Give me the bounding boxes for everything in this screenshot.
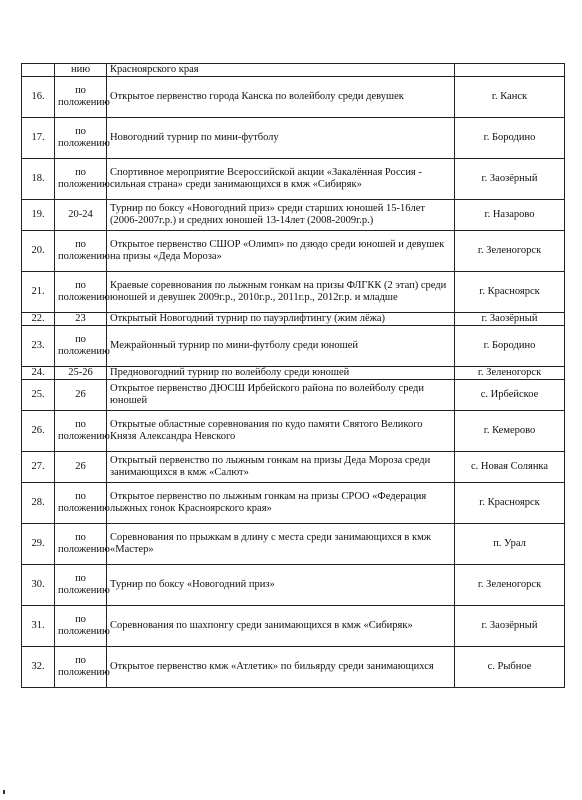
row-number-cell: 21. [22,272,55,313]
row-number-cell: 17. [22,118,55,159]
date-cell: по положению [55,231,107,272]
table-row [22,200,565,231]
place-cell: г. Бородино [455,118,565,159]
date-cell: по положению [55,118,107,159]
scan-mark [3,790,5,794]
row-number-cell: 19. [22,200,55,231]
table-row [22,118,565,159]
table-row [22,380,565,411]
row-number-cell: 31. [22,606,55,647]
place-cell: с. Ирбейское [455,380,565,411]
event-cell: Открытое первенство города Канска по волейболу среди девушек [107,77,455,118]
place-cell: г. Зеленогорск [455,565,565,606]
row-number-cell [22,64,55,77]
place-cell: г. Зеленогорск [455,231,565,272]
event-cell: Открытый первенство по лыжным гонкам на призы Деда Мороза среди занимающихся в кмж «Салют» [107,452,455,483]
row-number-cell: 32. [22,647,55,688]
row-number-cell: 27. [22,452,55,483]
row-number-cell: 23. [22,326,55,367]
row-number-cell: 28. [22,483,55,524]
row-number-cell: 22. [22,313,55,326]
event-cell: Соревнования по прыжкам в длину с места среди занимающихся в кмж «Мастер» [107,524,455,565]
place-cell: п. Урал [455,524,565,565]
date-cell: по положению [55,77,107,118]
event-cell: Открытое первенство по лыжным гонкам на призы СРОО «Федерация лыжных гонок Красноярского края» [107,483,455,524]
event-cell: Новогодний турнир по мини-футболу [107,118,455,159]
row-number-cell: 20. [22,231,55,272]
place-cell: г. Канск [455,77,565,118]
table-row [22,77,565,118]
place-cell: г. Красноярск [455,483,565,524]
date-cell: по положению [55,606,107,647]
date-cell: по положению [55,524,107,565]
event-cell: Соревнования по шахпонгу среди занимающихся в кмж «Сибиряк» [107,606,455,647]
table-row [22,231,565,272]
table-row [22,565,565,606]
event-cell: Предновогодний турнир по волейболу среди юношей [107,367,455,380]
date-cell: нию [55,64,107,77]
place-cell: г. Заозёрный [455,313,565,326]
place-cell: г. Заозёрный [455,606,565,647]
date-cell: 26 [55,452,107,483]
table-row [22,367,565,380]
table-row [22,326,565,367]
date-cell: по положению [55,483,107,524]
event-cell: Красноярского края [107,64,455,77]
event-cell: Открытое первенство СШОР «Олимп» по дзюдо среди юношей и девушек на призы «Деда Мороза» [107,231,455,272]
place-cell [455,64,565,77]
date-cell: 23 [55,313,107,326]
place-cell: г. Красноярск [455,272,565,313]
event-cell: Турнир по боксу «Новогодний приз» [107,565,455,606]
row-number-cell: 24. [22,367,55,380]
date-cell: по положению [55,326,107,367]
table-row [22,411,565,452]
place-cell: г. Назарово [455,200,565,231]
row-number-cell: 25. [22,380,55,411]
events-table-body [22,64,565,688]
event-cell: Турнир по боксу «Новогодний приз» среди старших юношей 15-16лет (2006-2007г.р.) и средних юношей 13-14лет (2008-2009г.р.) [107,200,455,231]
event-cell: Открытый Новогодний турнир по пауэрлифтингу (жим лёжа) [107,313,455,326]
date-cell: по положению [55,272,107,313]
table-row [22,483,565,524]
row-number-cell: 26. [22,411,55,452]
events-table [21,63,565,688]
date-cell: по положению [55,411,107,452]
place-cell: г. Бородино [455,326,565,367]
date-cell: по положению [55,565,107,606]
place-cell: с. Новая Солянка [455,452,565,483]
date-cell: 20-24 [55,200,107,231]
place-cell: г. Зеленогорск [455,367,565,380]
row-number-cell: 30. [22,565,55,606]
place-cell: с. Рыбное [455,647,565,688]
table-row [22,647,565,688]
date-cell: 26 [55,380,107,411]
table-row [22,524,565,565]
table-row [22,64,565,77]
table-row [22,452,565,483]
event-cell: Открытое первенство кмж «Атлетик» по бильярду среди занимающихся [107,647,455,688]
date-cell: 25-26 [55,367,107,380]
row-number-cell: 16. [22,77,55,118]
row-number-cell: 18. [22,159,55,200]
event-cell: Межрайонный турнир по мини-футболу среди юношей [107,326,455,367]
table-row [22,313,565,326]
place-cell: г. Заозёрный [455,159,565,200]
row-number-cell: 29. [22,524,55,565]
date-cell: по положению [55,159,107,200]
event-cell: Краевые соревнования по лыжным гонкам на призы ФЛГКК (2 этап) среди юношей и девушек 2009г.р., 2010г.р., 2011г.р., 2012г.р. и младше [107,272,455,313]
place-cell: г. Кемерово [455,411,565,452]
event-cell: Спортивное мероприятие Всероссийской акции «Закалённая Россия - сильная страна» среди занимающихся в кмж «Сибиряк» [107,159,455,200]
event-cell: Открытое первенство ДЮСШ Ирбейского района по волейболу среди юношей [107,380,455,411]
table-row [22,606,565,647]
table-row [22,272,565,313]
table-row [22,159,565,200]
date-cell: по положению [55,647,107,688]
event-cell: Открытые областные соревнования по кудо памяти Святого Великого Князя Александра Невского [107,411,455,452]
